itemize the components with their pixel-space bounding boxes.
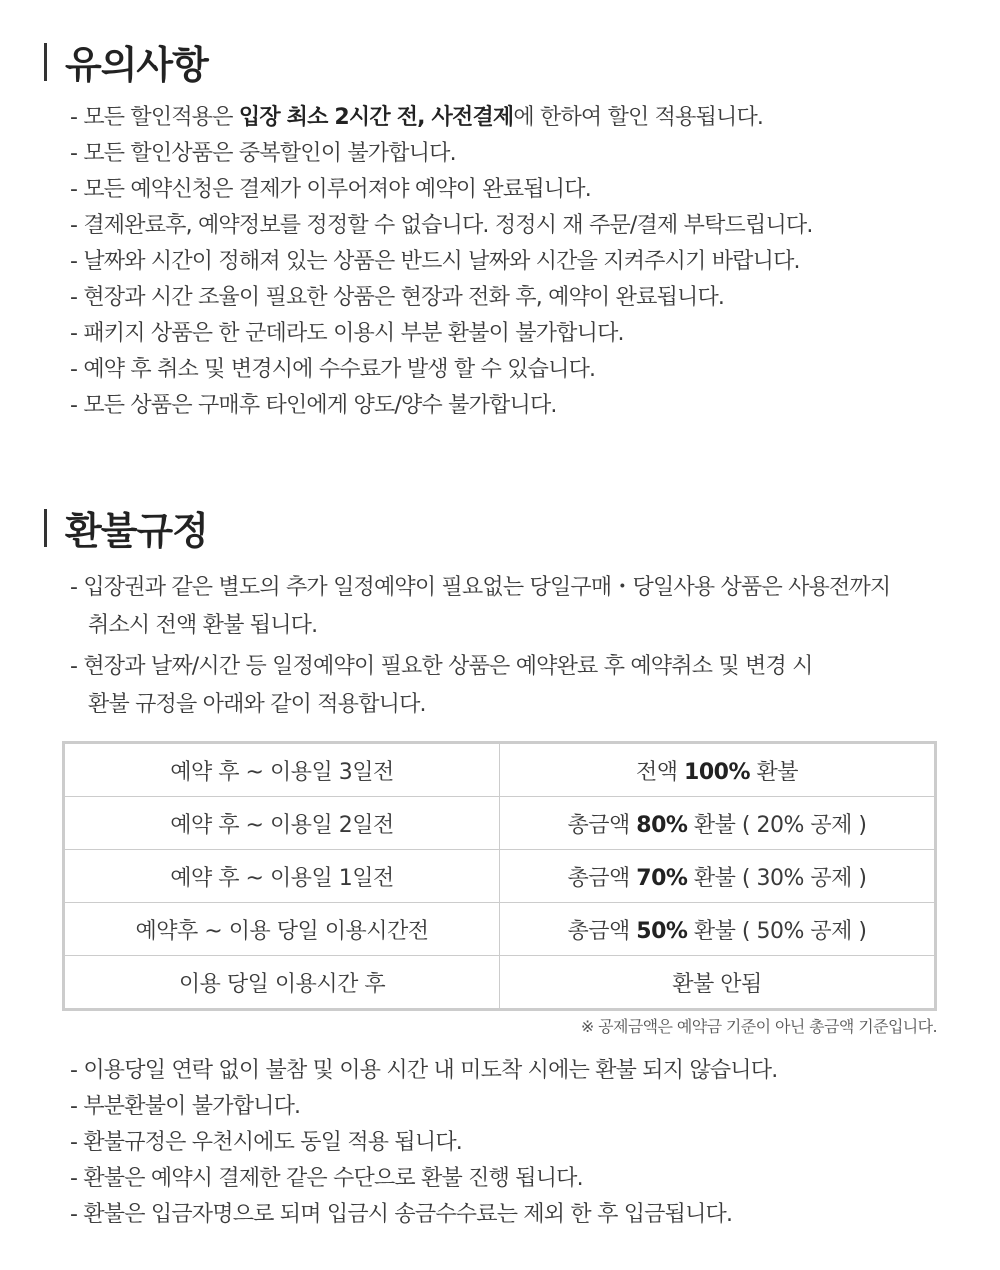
list-item: - 현장과 시간 조율이 필요한 상품은 현장과 전화 후, 예약이 완료됩니다.: [70, 285, 725, 310]
cell-text: 환불: [749, 759, 798, 785]
cell-text: 총금액: [567, 918, 637, 944]
item-line: - 현장과 날짜/시간 등 일정예약이 필요한 상품은 예약완료 후 예약취소 및 변경 시: [70, 654, 813, 679]
list-item: - 모든 할인상품은 중복할인이 불가합니다.: [70, 141, 456, 166]
list-item: - 날짜와 시간이 정해져 있는 상품은 반드시 날짜와 시간을 지켜주시기 바랍니다.: [70, 249, 800, 274]
list-item: - 결제완료후, 예약정보를 정정할 수 없습니다. 정정시 재 주문/결제 부탁드립니다.: [70, 213, 813, 238]
notice-list: [70, 100, 813, 424]
refund-title: 환불규정: [65, 509, 208, 553]
cell-text: 환불 ( 50% 공제 ): [687, 918, 867, 944]
refund-cell: [500, 850, 936, 903]
table-row: [64, 743, 936, 797]
cell-percent: 50%: [636, 918, 688, 944]
refund-cell: [500, 903, 936, 956]
table-row: [64, 903, 936, 956]
list-item: - 패키지 상품은 한 군데라도 이용시 부분 환불이 불가합니다.: [70, 321, 624, 346]
period-cell: 이용 당일 이용시간 후: [64, 956, 500, 1010]
list-item: - 모든 상품은 구매후 타인에게 양도/양수 불가합니다.: [70, 393, 557, 418]
item-line: 취소시 전액 환불 됩니다.: [88, 613, 318, 638]
item-text: - 모든 할인적용은: [70, 105, 239, 130]
list-item: - 환불은 입금자명으로 되며 입금시 송금수수료는 제외 한 후 입금됩니다.: [70, 1202, 733, 1227]
heading-bar: [44, 43, 47, 81]
item-emphasis: 입장 최소 2시간 전, 사전결제: [238, 105, 514, 130]
table-row: [64, 797, 936, 850]
list-item: - 예약 후 취소 및 변경시에 수수료가 발생 할 수 있습니다.: [70, 357, 596, 382]
cell-text: 총금액: [567, 865, 637, 891]
table-row: [64, 956, 936, 1010]
list-item: - 모든 예약신청은 결제가 이루어져야 예약이 완료됩니다.: [70, 177, 591, 202]
cell-percent: 80%: [636, 812, 688, 838]
refund-table: [62, 741, 937, 1011]
cell-percent: 100%: [684, 759, 750, 785]
refund-rules-list: [70, 1053, 777, 1233]
notice-title: 유의사항: [65, 43, 208, 87]
list-item: [70, 569, 890, 645]
list-item: - 환불규정은 우천시에도 동일 적용 됩니다.: [70, 1130, 462, 1155]
refund-heading: [44, 500, 208, 555]
list-item: [70, 648, 890, 724]
table-row: [64, 850, 936, 903]
cell-text: 환불 ( 20% 공제 ): [687, 812, 867, 838]
period-cell: 예약 후 ~ 이용일 1일전: [64, 850, 500, 903]
item-line: 환불 규정을 아래와 같이 적용합니다.: [88, 692, 426, 717]
cell-text: 전액: [636, 759, 685, 785]
cell-text: 총금액: [567, 812, 637, 838]
cell-text: 환불 ( 30% 공제 ): [687, 865, 867, 891]
refund-cell: [500, 797, 936, 850]
refund-cell: [500, 743, 936, 797]
period-cell: 예약후 ~ 이용 당일 이용시간전: [64, 903, 500, 956]
period-cell: 예약 후 ~ 이용일 3일전: [64, 743, 500, 797]
period-cell: 예약 후 ~ 이용일 2일전: [64, 797, 500, 850]
list-item: - 환불은 예약시 결제한 같은 수단으로 환불 진행 됩니다.: [70, 1166, 583, 1191]
heading-bar: [44, 509, 47, 547]
list-item: - 이용당일 연락 없이 불참 및 이용 시간 내 미도착 시에는 환불 되지 않습니다.: [70, 1058, 778, 1083]
refund-intro-list: [70, 569, 890, 724]
cell-percent: 70%: [636, 865, 688, 891]
list-item: - 부분환불이 불가합니다.: [70, 1094, 301, 1119]
cell-text: 환불 안됨: [672, 971, 762, 997]
notice-heading: [44, 34, 208, 89]
list-item: [70, 100, 813, 136]
refund-cell: [500, 956, 936, 1010]
deduction-note: ※ 공제금액은 예약금 기준이 아닌 총금액 기준입니다.: [580, 1017, 937, 1036]
item-line: - 입장권과 같은 별도의 추가 일정예약이 필요없는 당일구매・당일사용 상품은 사용전까지: [70, 575, 891, 600]
item-text: 에 한하여 할인 적용됩니다.: [513, 105, 764, 130]
